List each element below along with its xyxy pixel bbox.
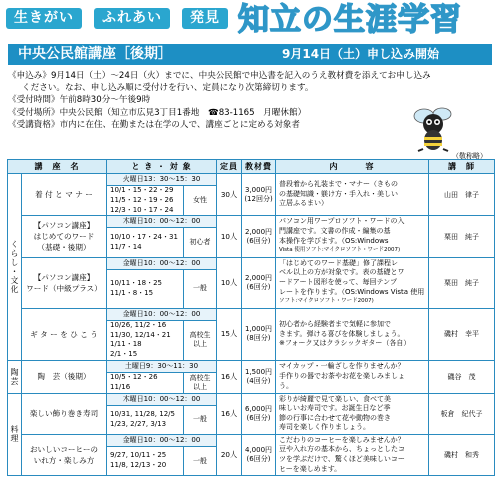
course-name: 楽しい飾り巻き寿司 [22,393,107,434]
table-row [8,308,495,320]
banner-title: 中央公民館講座［後期］ [18,46,172,62]
course-target [184,372,217,393]
fee-note: (6回分) [246,236,271,245]
fee-note: (12回分) [244,194,273,203]
fee-amount: 1,000円 [244,325,273,334]
course-name: 陶 芸（後期） [22,360,107,393]
honorific-note: （敬称略） [452,152,487,160]
fee-note: (4回分) [246,376,271,385]
date-line: 11/16 [110,382,131,391]
fee-note: (6回分) [246,282,271,291]
desc-line: こだわりのコーヒーを楽しみませんか？ [279,435,405,444]
desc-line: ベル以上の方が対象です。表の基礎とワ [279,268,405,277]
desc-line: 寿司を楽しく作りましょう。 [279,423,371,432]
course-name [22,257,107,308]
intro-line: 《受付時間》午前8時30分～午後9時 [8,95,151,106]
course-name [22,216,107,257]
course-instructor: 磯村 幸平 [429,308,495,360]
date-line: 10/31, 11/28, 12/5 [110,409,175,418]
course-fee [242,216,276,257]
date-line: 9/27, 10/11・25 [110,451,167,460]
course-time: 木曜日10：00～12：00 [107,393,217,405]
course-capacity: 10人 [217,257,242,308]
tag-fureai: ふれあい [94,8,170,29]
banner-subtitle: 9月14日（土）申し込み開始 [282,47,440,61]
table-row [8,434,495,446]
course-instructor: 板倉 紀代子 [429,393,495,434]
course-time: 金曜日10：00～12：00 [107,434,217,446]
course-instructor: 磯谷 茂 [429,360,495,393]
course-description [276,434,429,475]
course-target: 一般 [184,446,217,475]
course-name [22,434,107,475]
desc-line: 立居ふるまい） [279,199,329,208]
course-dates [107,405,184,434]
desc-line: 豆や入れ方の基本から、ちょっとしたコ [279,445,406,454]
course-description [276,174,429,216]
desc-line: きます。弾ける喜びを体験しましょう。 [279,329,405,338]
desc-line: ソフト:マイクロソフト・ワード2007) [279,298,374,305]
desc-line: 初心者から経験者まで気軽に参加で [279,319,392,328]
category-label: くらし・文化 [8,174,22,361]
course-fee [242,257,276,308]
fee-amount: 4,000円 [244,446,273,455]
course-instructor: 栗田 純子 [429,257,495,308]
date-line: 11/7・14 [110,242,142,251]
course-dates [107,228,184,257]
table-row [8,360,495,372]
course-instructor: 山田 律子 [429,174,495,216]
course-name-line: 【パソコン講座】 [33,221,95,231]
table-header-row [8,160,495,174]
column-header: 内 容 [276,160,429,174]
desc-line: 節の行事に合わせて花や動物の巻き [279,413,392,422]
fee-note: (6回分) [246,455,271,464]
course-time: 木曜日10：00～12：00 [107,216,217,228]
course-name-line: はじめてのワード [33,232,95,242]
course-dates [107,320,184,360]
desc-line: Vista 使用ソフト:マイクロソフト・ワード2007) [279,247,401,254]
date-line: 1/23, 2/27, 3/13 [110,419,167,428]
logo-title: 知立の生涯学習 [238,2,462,38]
fee-amount: 2,000円 [244,227,273,236]
course-instructor: 栗田 純子 [429,216,495,257]
desc-line: 彩りが綺麗で見て楽しい、食べて美 [279,394,392,403]
mascot-bee-icon [408,100,458,152]
course-capacity: 15人 [217,308,242,360]
course-name-line: おいしいコーヒーの [29,445,99,455]
course-time: 金曜日10：00～12：00 [107,257,217,269]
course-target: 一般 [184,269,217,308]
course-capacity: 16人 [217,360,242,393]
desc-line: 本操作を学びます。（OS:Windows [279,236,389,245]
course-fee [242,434,276,475]
course-fee [242,360,276,393]
course-target: 女性 [184,186,217,216]
course-time: 金曜日10：00～12：00 [107,308,217,320]
course-target [184,320,217,360]
course-fee [242,308,276,360]
course-target: 一般 [184,405,217,434]
course-target: 初心者 [184,228,217,257]
course-capacity: 30人 [217,174,242,216]
course-name-line: いれ方・楽しみ方 [33,456,95,466]
course-description [276,257,429,308]
desc-line: マイカップ・一輪ざしを作りませんか？ [279,362,405,371]
desc-line: ※フォーク又はクラシックギター（各自） [279,339,411,348]
course-time: 土曜日9：30～11：30 [107,360,217,372]
date-line: 2/1・15 [110,350,138,359]
target-line: 高校生 [189,331,211,340]
desc-line: の基礎知識・躾け方・手入れ・美しい [279,189,399,198]
course-instructor: 磯村 和秀 [429,434,495,475]
desc-line: ードアート図形を使って、毎回テンプ [279,277,398,286]
fee-amount: 6,000円 [244,404,273,413]
course-time: 火曜日13：30～15：30 [107,174,217,186]
course-capacity: 16人 [217,393,242,434]
course-fee [242,393,276,434]
course-capacity: 20人 [217,434,242,475]
date-line: 11/8, 12/13・20 [110,461,167,470]
column-header: 講 師 [429,160,495,174]
target-line: 高校生 [189,373,211,382]
date-line: 10/11・18・25 [110,278,162,287]
section-banner [8,44,492,65]
page-header [0,0,500,42]
table-row [8,216,495,228]
column-header: 講 座 名 [8,160,107,174]
intro-line: 《受講資格》市内に在住、在勤または在学の人で、講座ごとに定める対象者 [8,119,301,130]
target-line: 以上 [193,340,207,349]
course-name: 着 付 と マ ナ ー [22,174,107,216]
desc-line: パソコン用ワープロソフト・ワードの入 [279,217,405,226]
desc-line: ツを学ぶだけで、驚くほど美味しいコー [279,455,405,464]
intro-line: 《申込み》9月14日（土）～24日（火）までに、中央公民館で申込書を記入のうえ教材費を添えてお申し込み [8,71,431,81]
course-fee [242,174,276,216]
date-line: 11/1・8・15 [110,288,154,297]
tag-ikigai: 生きがい [6,8,82,29]
course-description [276,360,429,393]
date-line: 11/30, 12/14・21 [110,330,171,339]
desc-line: 手作りの器でお茶やお花を楽しみましょ [279,371,406,380]
course-table [7,159,495,476]
desc-line: ヒーを楽しめます。 [279,464,342,473]
table-row [8,257,495,269]
target-line: 以上 [193,382,207,391]
course-dates [107,372,184,393]
course-description [276,393,429,434]
date-line: 11/5・12・19・26 [110,195,174,204]
course-name: ギ タ ー を ひ こ う [22,308,107,360]
tag-hakken: 発見 [182,8,228,29]
course-description [276,216,429,257]
column-header: 定員 [217,160,242,174]
table-row [8,174,495,186]
course-description [276,308,429,360]
intro-line: 《受付場所》中央公民館（知立市広見3丁目1番地 ☎83-1165 月曜休館） [8,107,307,118]
desc-line: 「はじめてのワード基礎」修了課程レ [279,258,399,267]
date-line: 10/26, 11/2・16 [110,320,167,329]
category-label: 料理 [8,393,22,476]
course-name-line: （基礎・後期） [37,243,91,253]
column-header: 教材費 [242,160,276,174]
date-line: 10/5・12・26 [110,372,158,381]
fee-amount: 2,000円 [244,273,273,282]
desc-line: 味しいお寿司です。お誕生日など季 [279,404,391,413]
fee-note: (6回分) [246,413,271,422]
course-capacity: 10人 [217,216,242,257]
category-label: 陶芸 [8,360,22,393]
course-name-line: ワード（中級プラス） [26,283,102,293]
date-line: 10/10・17・24・31 [110,232,178,241]
date-line: 1/11・18 [110,340,142,349]
fee-note: (8回分) [246,334,271,343]
fee-amount: 3,000円 [244,185,273,194]
fee-amount: 1,500円 [244,367,273,376]
desc-line: 門講座です。文書の作成・編集の基 [279,226,391,235]
desc-line: う。 [279,381,294,390]
column-header: と き ・ 対 象 [107,160,217,174]
date-line: 12/3・10・17・24 [110,205,174,214]
course-name-line: 【パソコン講座】 [33,272,95,282]
course-dates [107,446,184,475]
desc-line: 普段着から礼装まで・マナー（きもの [279,180,399,189]
desc-line: レートを作ります。（OS:Windows Vista 使用 [279,287,425,296]
course-dates [107,186,184,216]
intro-line: ください。なお、申し込み順に受付けを行い、定員になり次第締切ります。 [22,83,314,94]
date-line: 10/1・15・22・29 [110,186,174,194]
course-dates [107,269,184,308]
table-row [8,393,495,405]
